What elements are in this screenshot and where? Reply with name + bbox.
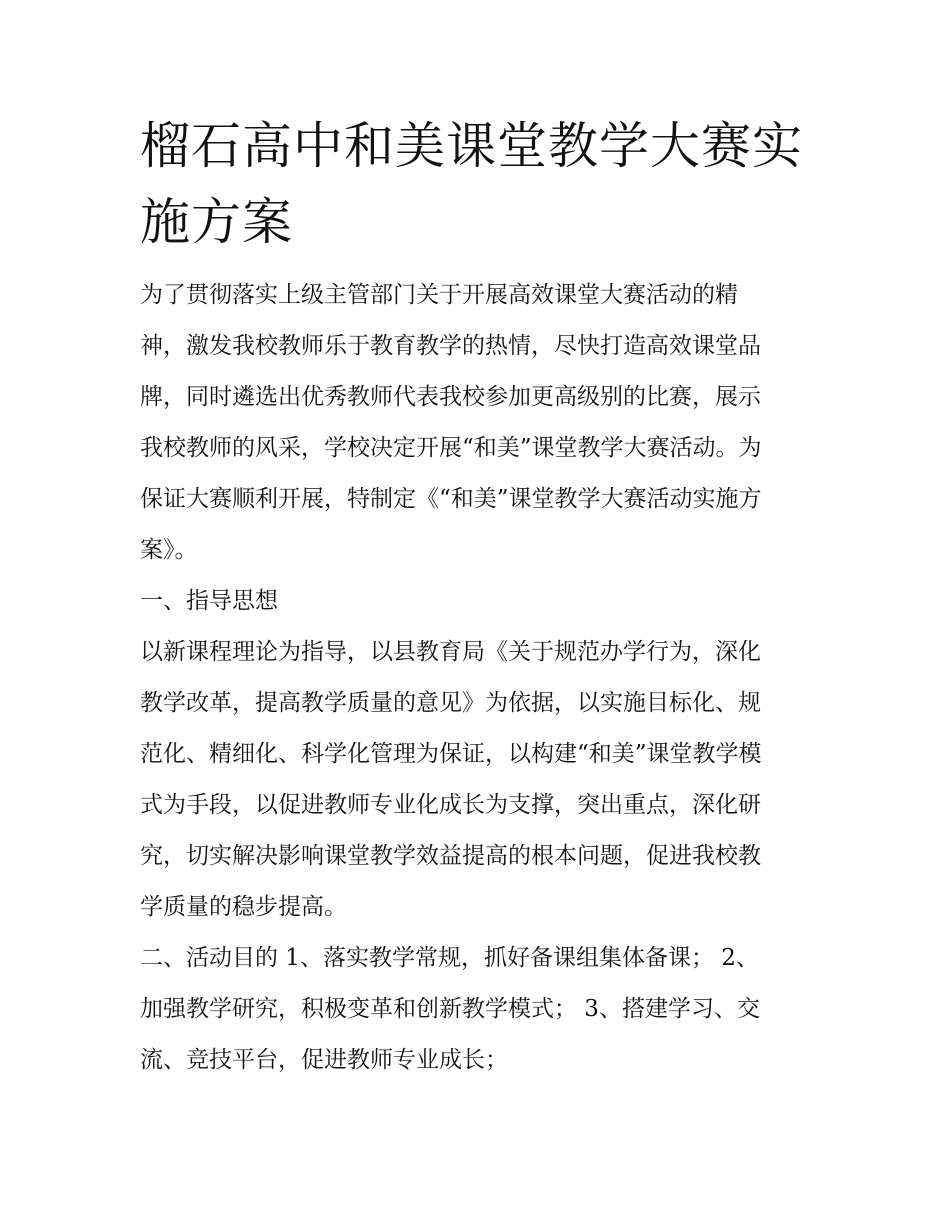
guiding-thought-paragraph: 以新课程理论为指导，以县教育局《关于规范办学行为，深化 教学改革，提高教学质量的意见》为依据，以实施目标化、规 范化、精细化、科学化管理为保证，以构建“和美”课堂教学模 式为手段，以促进教师专业化成长为支撑，突出重点，深化研 究，切实解决影响课堂教学效益提高的根本问题，促进我校教 学质量的稳步提高。 bbox=[140, 639, 762, 920]
activity-purpose-paragraph: 二、活动目的 1、落实教学常规，抓好备课组集体备课； 2、 加强教学研究，积极变革和创新教学模式； 3、搭建学习、交 流、竞技平台，促进教师专业成长； bbox=[140, 945, 760, 1073]
intro-paragraph: 为了贯彻落实上级主管部门关于开展高效课堂大赛活动的精 神，激发我校教师乐于教育教学的热情，尽快打造高效课堂品 牌，同时遴选出优秀教师代表我校参加更高级别的比赛，展示 我校教师的风采，学校决定开展“和美”课堂教学大赛活动。为 保证大赛顺利开展，特制定《“和美”课堂教学大赛活动实施方 案》。 bbox=[140, 282, 762, 563]
document-page bbox=[140, 108, 815, 1086]
document-title: 榴石高中和美课堂教学大赛实 施方案 bbox=[140, 117, 803, 251]
section-heading-guiding-thought: 一、指导思想 bbox=[140, 588, 278, 614]
